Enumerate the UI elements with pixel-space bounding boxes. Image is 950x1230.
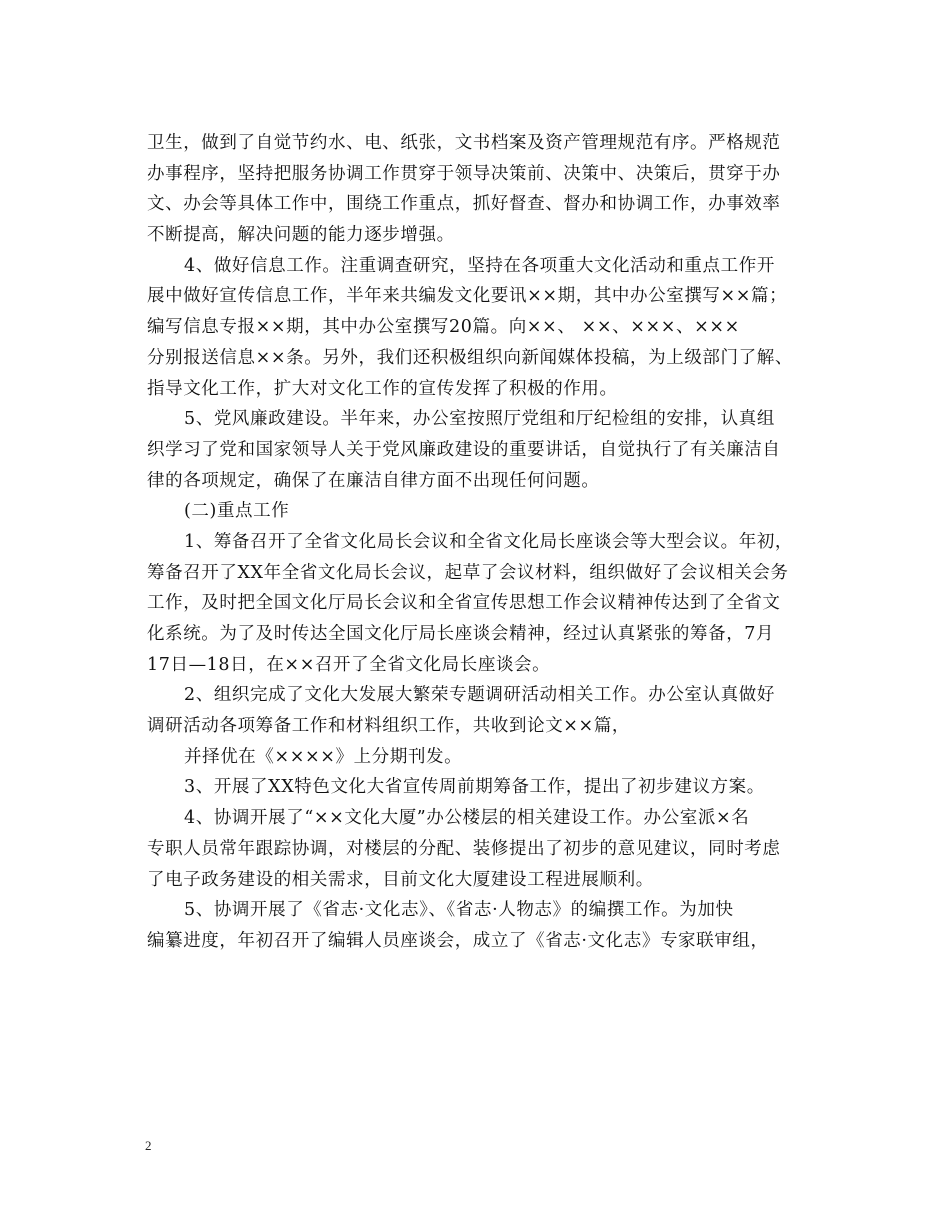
text-line: 专职人员常年跟踪协调，对楼层的分配、装修提出了初步的意见建议，同时考虑 [147, 838, 781, 859]
text-line: 编写信息专报××期，其中办公室撰写20篇。向××、 ××、×××、××× [147, 317, 740, 338]
text-line: 17日—18日，在××召开了全省文化局长座谈会。 [147, 654, 551, 675]
text-line: 文、办会等具体工作中，围绕工作重点，抓好督查、督办和协调工作，办事效率 [147, 194, 781, 215]
text-line: 4、做好信息工作。注重调查研究，坚持在各项重大文化活动和重点工作开 [184, 255, 775, 276]
text-line: 3、开展了XX特色文化大省宣传周前期筹备工作，提出了初步建议方案。 [184, 777, 765, 798]
text-line: 2、组织完成了文化大发展大繁荣专题调研活动相关工作。办公室认真做好 [184, 685, 775, 706]
text-line: 展中做好宣传信息工作，半年来共编发文化要讯××期，其中办公室撰写××篇； [147, 286, 788, 307]
text-line: 编纂进度，年初召开了编辑人员座谈会，成立了《省志·文化志》专家联审组， [147, 930, 769, 951]
body-text [147, 128, 812, 957]
text-line: 调研活动各项筹备工作和材料组织工作，共收到论文××篇， [147, 716, 631, 737]
text-line: 指导文化工作，扩大对文化工作的宣传发挥了积极的作用。 [147, 378, 618, 399]
text-line: 不断提高，解决问题的能力逐步增强。 [147, 225, 455, 246]
text-line: 4、协调开展了“××文化大厦”办公楼层的相关建设工作。办公室派×名 [184, 808, 750, 829]
text-line: 工作，及时把全国文化厅局长会议和全省宣传思想工作会议精神传达到了全省文 [147, 593, 781, 614]
text-line: 织学习了党和国家领导人关于党风廉政建设的重要讲话，自觉执行了有关廉洁自 [147, 439, 781, 460]
text-line: (二)重点工作 [184, 501, 290, 522]
text-line: 办事程序，坚持把服务协调工作贯穿于领导决策前、决策中、决策后，贯穿于办 [147, 163, 781, 184]
text-line: 1、筹备召开了全省文化局长会议和全省文化局长座谈会等大型会议。年初， [184, 531, 794, 552]
text-line: 5、协调开展了《省志·文化志》、《省志·人物志》的编撰工作。为加快 [184, 900, 734, 921]
text-line: 并择优在《××××》上分期刊发。 [184, 746, 463, 767]
text-line: 分别报送信息××条。另外，我们还积极组织向新闻媒体投稿，为上级部门了解、 [147, 347, 793, 368]
page-number: 2 [145, 1138, 152, 1153]
text-line: 筹备召开了XX年全省文化局长会议，起草了会议材料，组织做好了会议相关会务 [147, 562, 789, 583]
text-line: 5、党风廉政建设。半年来，办公室按照厅党组和厅纪检组的安排，认真组 [184, 409, 775, 430]
text-line: 了电子政务建设的相关需求，目前文化大厦建设工程进展顺利。 [147, 869, 654, 890]
text-line: 卫生，做到了自觉节约水、电、纸张，文书档案及资产管理规范有序。严格规范 [147, 133, 781, 153]
text-line: 化系统。为了及时传达全国文化厅局长座谈会精神，经过认真紧张的筹备，7月 [147, 624, 775, 644]
text-line: 律的各项规定，确保了在廉洁自律方面不出现任何问题。 [147, 470, 600, 491]
